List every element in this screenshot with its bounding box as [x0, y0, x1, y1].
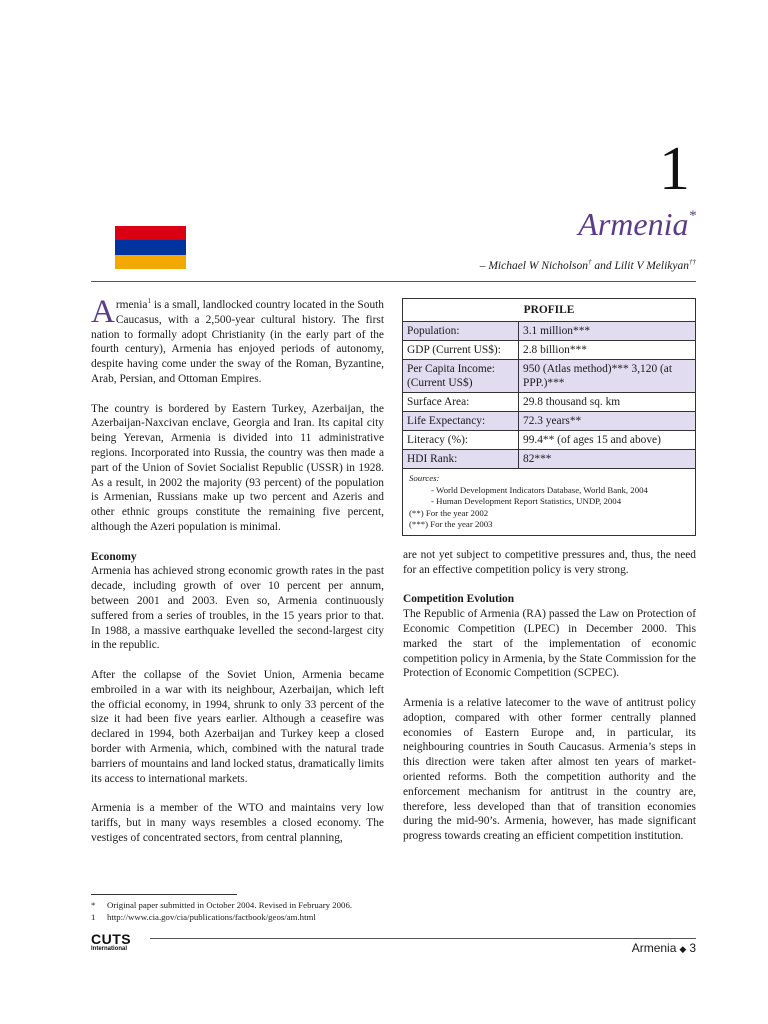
profile-label: Literacy (%): — [403, 431, 519, 450]
profile-label: Per Capita Income: (Current US$) — [403, 360, 519, 393]
profile-table — [402, 298, 696, 536]
diamond-icon: ◆ — [679, 944, 687, 954]
source-note: (***) For the year 2003 — [409, 519, 493, 529]
footnotes — [91, 899, 352, 923]
profile-row — [403, 341, 696, 360]
profile-row — [403, 431, 696, 450]
author-1-mark: † — [587, 258, 592, 266]
footnote-text: Original paper submitted in October 2004. Revised in February 2006. — [107, 900, 353, 910]
paragraph-lpec: The Republic of Armenia (RA) passed the Law on Protection of Economic Competition (LPEC) in December 2000. This marked the start of the implementation of economic competition policy in Armenia, by the State Commission for the Protection of Economic Competition (SCPEC). — [403, 608, 696, 680]
profile-label: HDI Rank: — [403, 450, 519, 469]
profile-heading: PROFILE — [403, 299, 696, 322]
intro-paragraph — [91, 294, 384, 387]
header-rule — [91, 281, 696, 282]
logo-text: CUTS — [91, 931, 132, 947]
intro-word: rmenia — [115, 299, 148, 311]
source-item: - World Development Indicators Database, World Bank, 2004 — [431, 484, 648, 495]
author-2: and Lilit V Melikyan — [591, 259, 689, 272]
profile-label: GDP (Current US$): — [403, 341, 519, 360]
left-column — [91, 294, 384, 860]
heading-economy: Economy — [91, 550, 137, 563]
profile-row — [403, 393, 696, 412]
footnote-mark: * — [91, 900, 96, 910]
armenia-flag-icon — [115, 226, 186, 269]
chapter-title-text: Armenia — [578, 206, 689, 242]
running-title: Armenia — [631, 941, 677, 955]
footnote-link[interactable]: http://www.cia.gov/cia/publications/factbook/geos/am.html — [107, 912, 316, 922]
profile-value: 3.1 million*** — [519, 322, 696, 341]
profile-value: 29.8 thousand sq. km — [519, 393, 696, 412]
footer-rule — [150, 938, 696, 939]
profile-value: 82*** — [519, 450, 696, 469]
cuts-logo — [91, 932, 131, 953]
author-line — [480, 258, 696, 272]
footnote-mark: 1 — [91, 912, 96, 922]
paragraph-geography: The country is bordered by Eastern Turkey, Azerbaijan, the Azerbaijan-Naxcivan enclave, Georgia and Iran. Its capital city being Yerevan, Armenia is divided into 11 administrative regions. Incorporated into Russia, the country was then made a part of the Union of Soviet Socialist Republic (USSR) in 1928. As a result, in 2002 the majority (93 percent) of the population is Armenian, Russians make up two percent and Azeris and other ethnic groups constitute the remaining five percent, although the Azeri population is minimal. — [91, 402, 384, 533]
logo-subtext: International — [91, 946, 128, 952]
source-item: - Human Development Report Statistics, UNDP, 2004 — [431, 496, 622, 506]
intro-text: is a small, landlocked country located in the South Caucasus, with a 2,500-year cultural history. The first nation to formally adopt Christianity (in the early part of the fourth century), Armenia has enjoyed periods of autonomy, despite having come under the sway of the Roman, Byzantine, Arab, Persian, and Ottoman Empires. — [91, 299, 384, 385]
footnote-item — [91, 899, 352, 911]
paragraph-latecomer: Armenia is a relative latecomer to the wave of antitrust policy adoption, compared with other former centrally planned economies of Eastern Europe and, in particular, its neighbouring countries in South Caucasus. Armenia’s steps in this direction were taken after almost ten years of market-oriented reforms. Both the competition authority and the enforcement mechanism for antitrust in the country are, therefore, less developed than that of transition economies during the mid-90’s. Armenia, however, has made significant progress towards creating an efficient competition institution. — [403, 696, 696, 843]
source-note: (**) For the year 2002 — [409, 507, 489, 518]
flag-stripe-orange — [115, 255, 186, 269]
heading-competition-evolution: Competition Evolution — [403, 593, 515, 606]
profile-sources — [403, 469, 696, 536]
footnote-item — [91, 911, 352, 923]
profile-value: 950 (Atlas method)*** 3,120 (at PPP.)*** — [519, 360, 696, 393]
flag-stripe-red — [115, 226, 186, 240]
paragraph-economy: Armenia has achieved strong economic growth rates in the past decade, including growth of over 10 percent per annum, between 2001 and 2003. Even so, Armenia continuously suffered from a series of troubles, in the 15 years prior to that. In 1988, a massive earthquake levelled the second-largest city in the republic. — [91, 565, 384, 652]
footnote-ref-1[interactable]: 1 — [147, 297, 151, 306]
title-footnote-mark: * — [688, 208, 696, 224]
author-2-mark: †† — [689, 258, 696, 266]
profile-value: 2.8 billion*** — [519, 341, 696, 360]
paragraph-war: After the collapse of the Soviet Union, Armenia became embroiled in a war with its neighbour, Azerbaijan, which left the official economy, in 1994, shrunk to only 33 percent of the size it had been five years earlier. Although a ceasefire was declared in 1994, both Azerbaijan and Turkey keep a closed border with Armenia, which, combined with the natural trade barriers of mountains and land locked status, dramatically limits its access to international markets. — [91, 668, 384, 785]
chapter-number: 1 — [659, 135, 690, 203]
author-1: – Michael W Nicholson — [479, 259, 588, 272]
profile-row — [403, 322, 696, 341]
profile-label: Life Expectancy: — [403, 412, 519, 431]
profile-row — [403, 450, 696, 469]
paragraph-continuation: are not yet subject to competitive pressures and, thus, the need for an effective competition policy is very strong. — [403, 549, 696, 576]
paragraph-wto: Armenia is a member of the WTO and maintains very low tariffs, but in many ways resembles a closed economy. The vestiges of concentrated sectors, from central planning, — [91, 802, 384, 844]
flag-stripe-blue — [115, 240, 186, 254]
profile-row — [403, 360, 696, 393]
page-footer — [632, 941, 696, 955]
profile-value: 99.4** (of ages 15 and above) — [519, 431, 696, 450]
profile-row — [403, 412, 696, 431]
profile-value: 72.3 years** — [519, 412, 696, 431]
profile-label: Surface Area: — [403, 393, 519, 412]
footnote-rule — [91, 894, 237, 895]
sources-label: Sources: — [409, 473, 440, 483]
drop-cap: A — [91, 294, 115, 330]
right-column — [403, 548, 696, 859]
profile-label: Population: — [403, 322, 519, 341]
page-number: 3 — [689, 941, 696, 955]
chapter-title — [578, 206, 696, 243]
